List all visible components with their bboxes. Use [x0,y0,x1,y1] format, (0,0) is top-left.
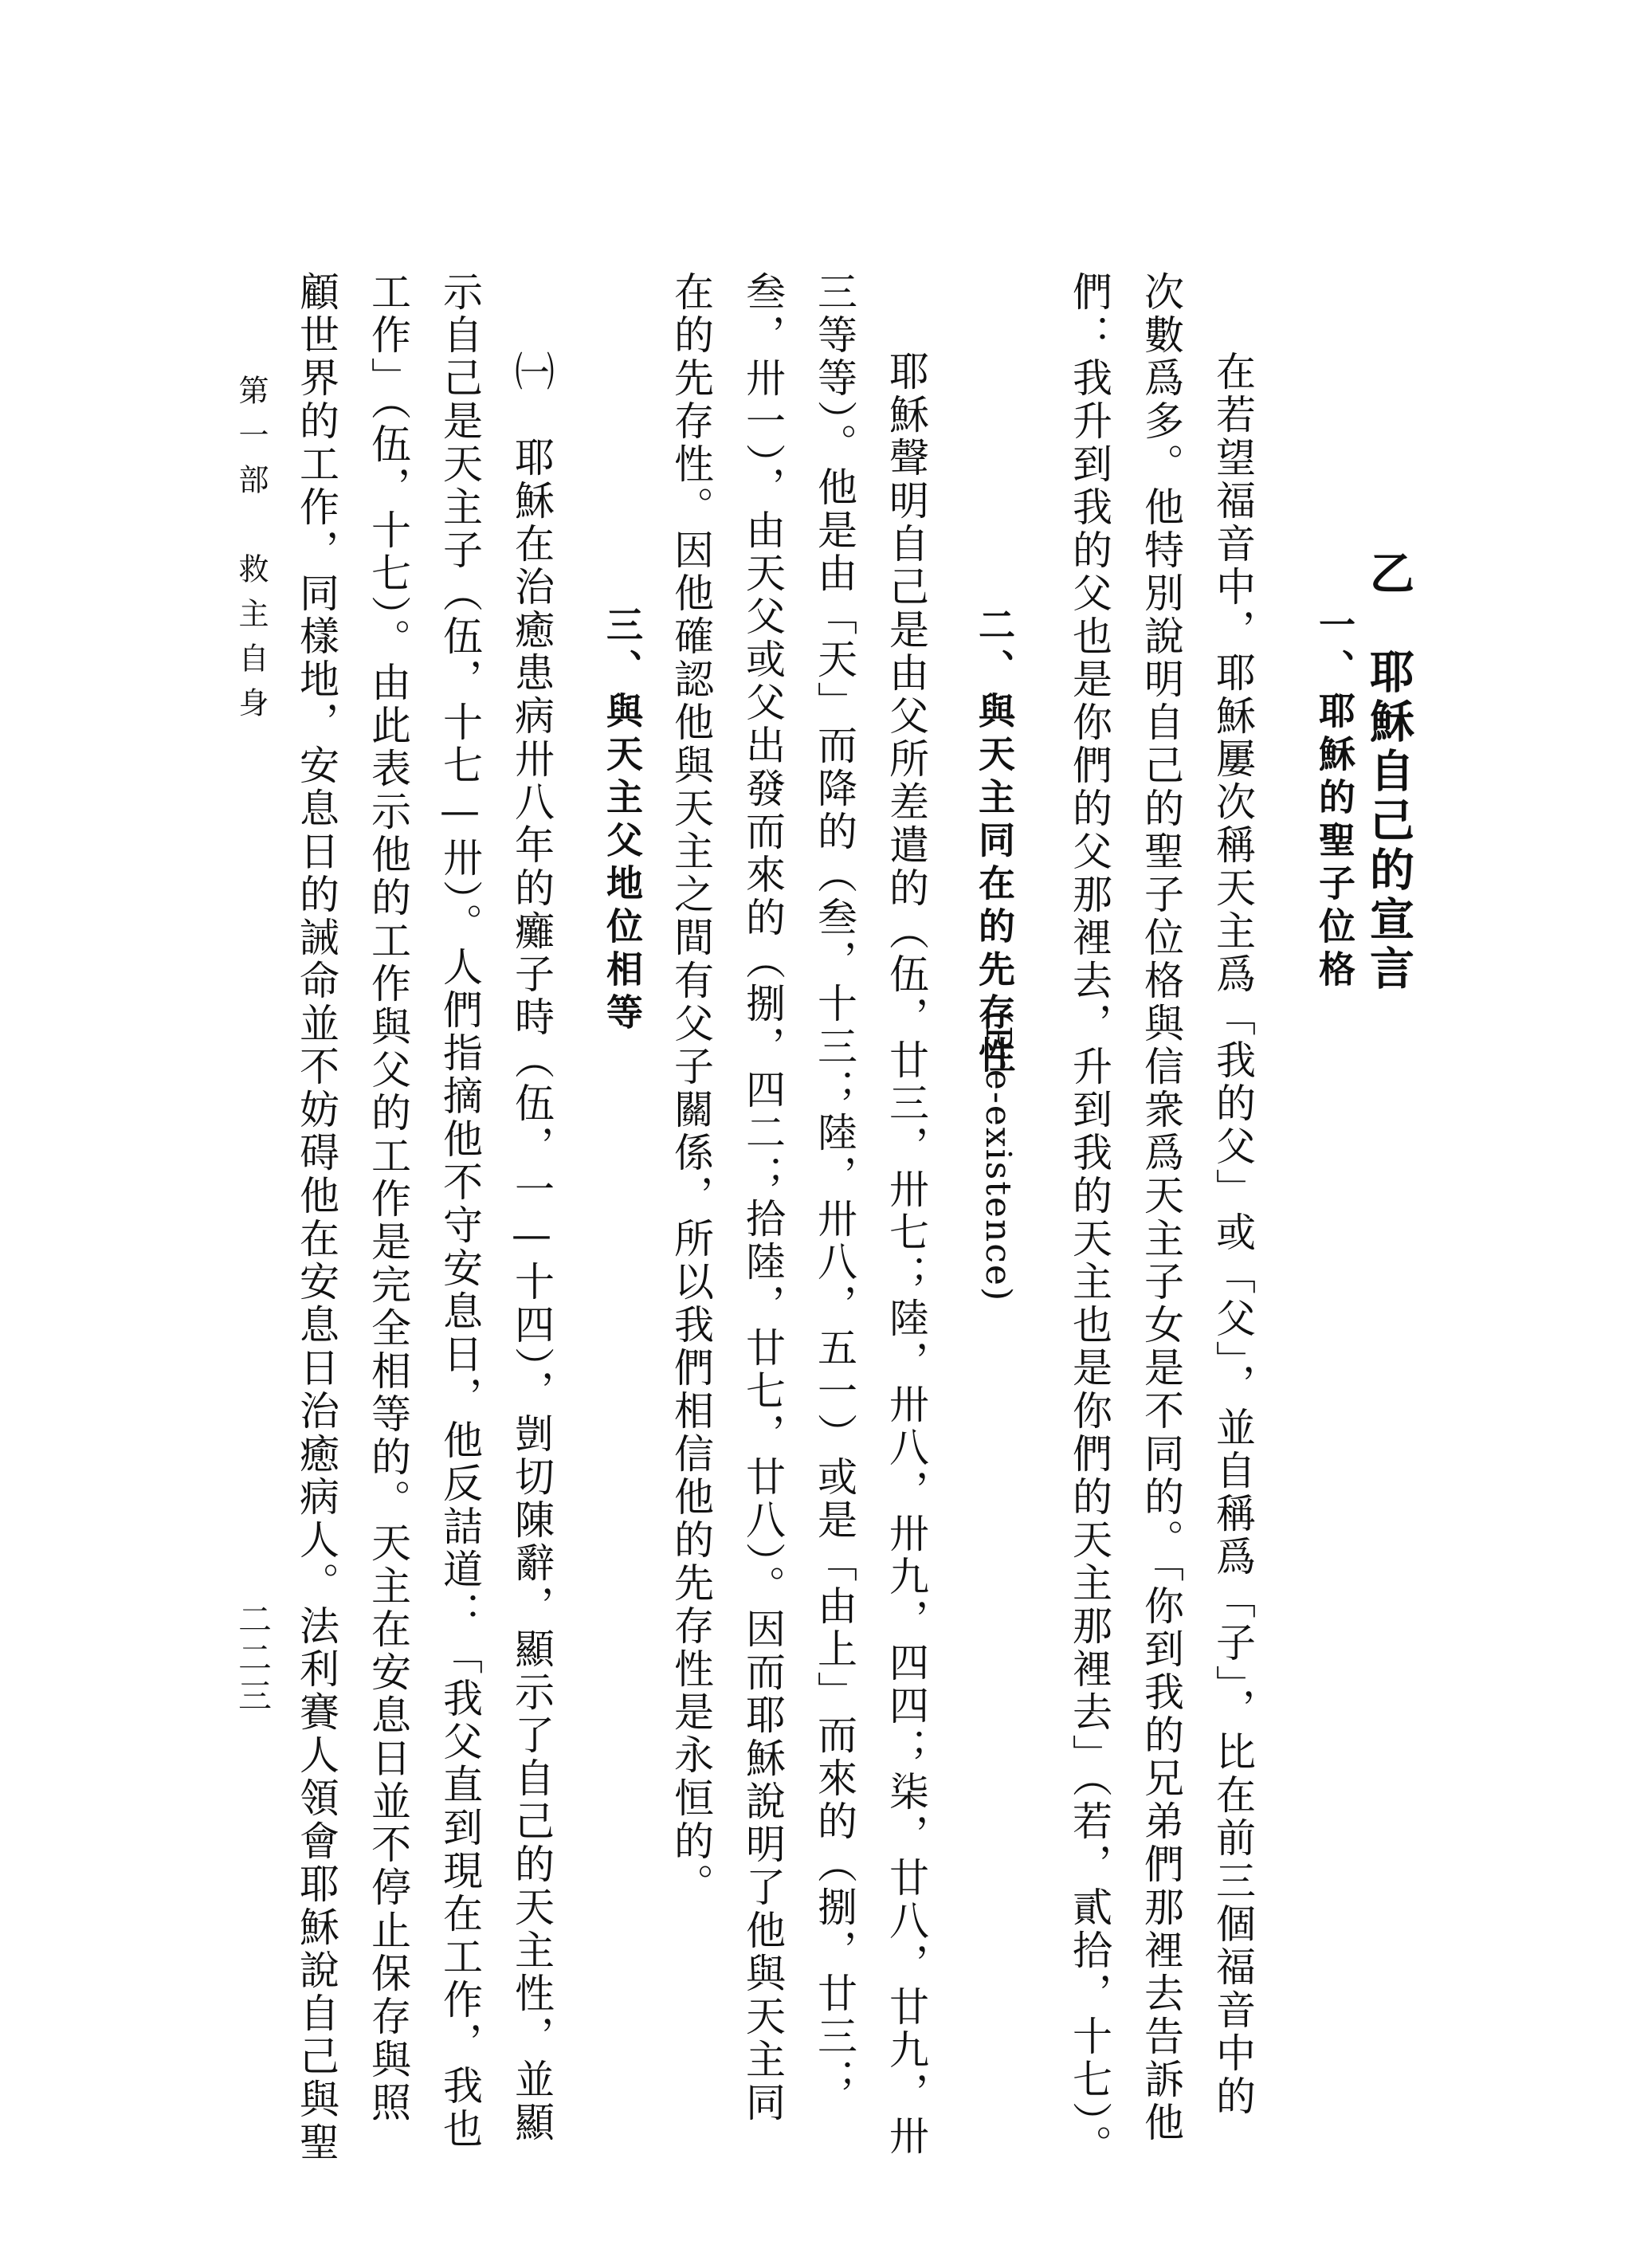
running-title: 第一部 救主自身 [233,375,269,732]
paragraph-3-line-3: 工作」（伍，十七）。由此表示他的工作與父的工作是完全相等的。天主在安息日並不停止保存與照 [365,271,411,2125]
section-heading: 乙 耶穌自己的宣言 [1363,550,1415,995]
subsection-2-heading-text: 二、與天主同在的先存性 [973,606,1016,1079]
paragraph-3-line-4: 顧世界的工作，同樣地，安息日的誡命並不妨碍他在安息日治癒病人。法利賽人領會耶穌說自己與聖 [293,271,339,2164]
subsection-2-heading [973,606,1016,1079]
page-number: 二二三 [233,1602,273,1717]
paragraph-1-line-1: 在若望福音中，耶穌屢次稱天主爲「我的父」或「父」，並自稱爲「子」，比在前三個福音中的 [1210,351,1256,2118]
paragraph-2-line-2: 三等等）。他是由「天」而降的（叁，十三；陸，卅八，五一）或是「由上」而來的（捌，廿三； [811,271,857,2101]
paragraph-3-line-2: 示自己是天主子（伍，十七—卅）。人們指摘他不守安息日，他反詰道：「我父直到現在工作，我也 [437,271,483,2151]
subsection-1-heading: 一、耶穌的聖子位格 [1313,606,1356,993]
paragraph-2-line-4: 在的先存性。因他確認他與天主之間有父子關係，所以我們相信他的先存性是永恒的。 [668,271,714,1906]
paragraph-1-line-2: 次數爲多。他特別說明自己的聖子位格與信衆爲天主子女是不同的。「你到我的兄弟們那裡去告訴他 [1138,271,1184,2144]
paragraph-1-line-3: 們：我升到我的父也是你們的父那裡去，升到我的天主也是你們的天主那裡去」（若，貳拾，十七）。 [1066,271,1112,2168]
subsection-2-heading-latin: (Pre-existence) [978,1010,1018,1303]
paragraph-3-line-1: ㈠ 耶穌在治癒患病卅八年的癱子時（伍，一—十四），剴切陳辭，顯示了自己的天主性，並顯 [508,351,555,2144]
paragraph-2-line-1: 耶穌聲明自己是由父所差遣的（伍，廿三，卅七；陸，卅八，卅九，四四；柒，廿八，廿九，卅 [883,351,929,2158]
subsection-3-heading: 三、與天主父地位相等 [601,606,644,1036]
paragraph-2-line-3: 叁，卅一），由天父或父出發而來的（捌，四二；拾陸，廿七，廿八）。因而耶穌說明了他與天主同 [740,271,786,2125]
